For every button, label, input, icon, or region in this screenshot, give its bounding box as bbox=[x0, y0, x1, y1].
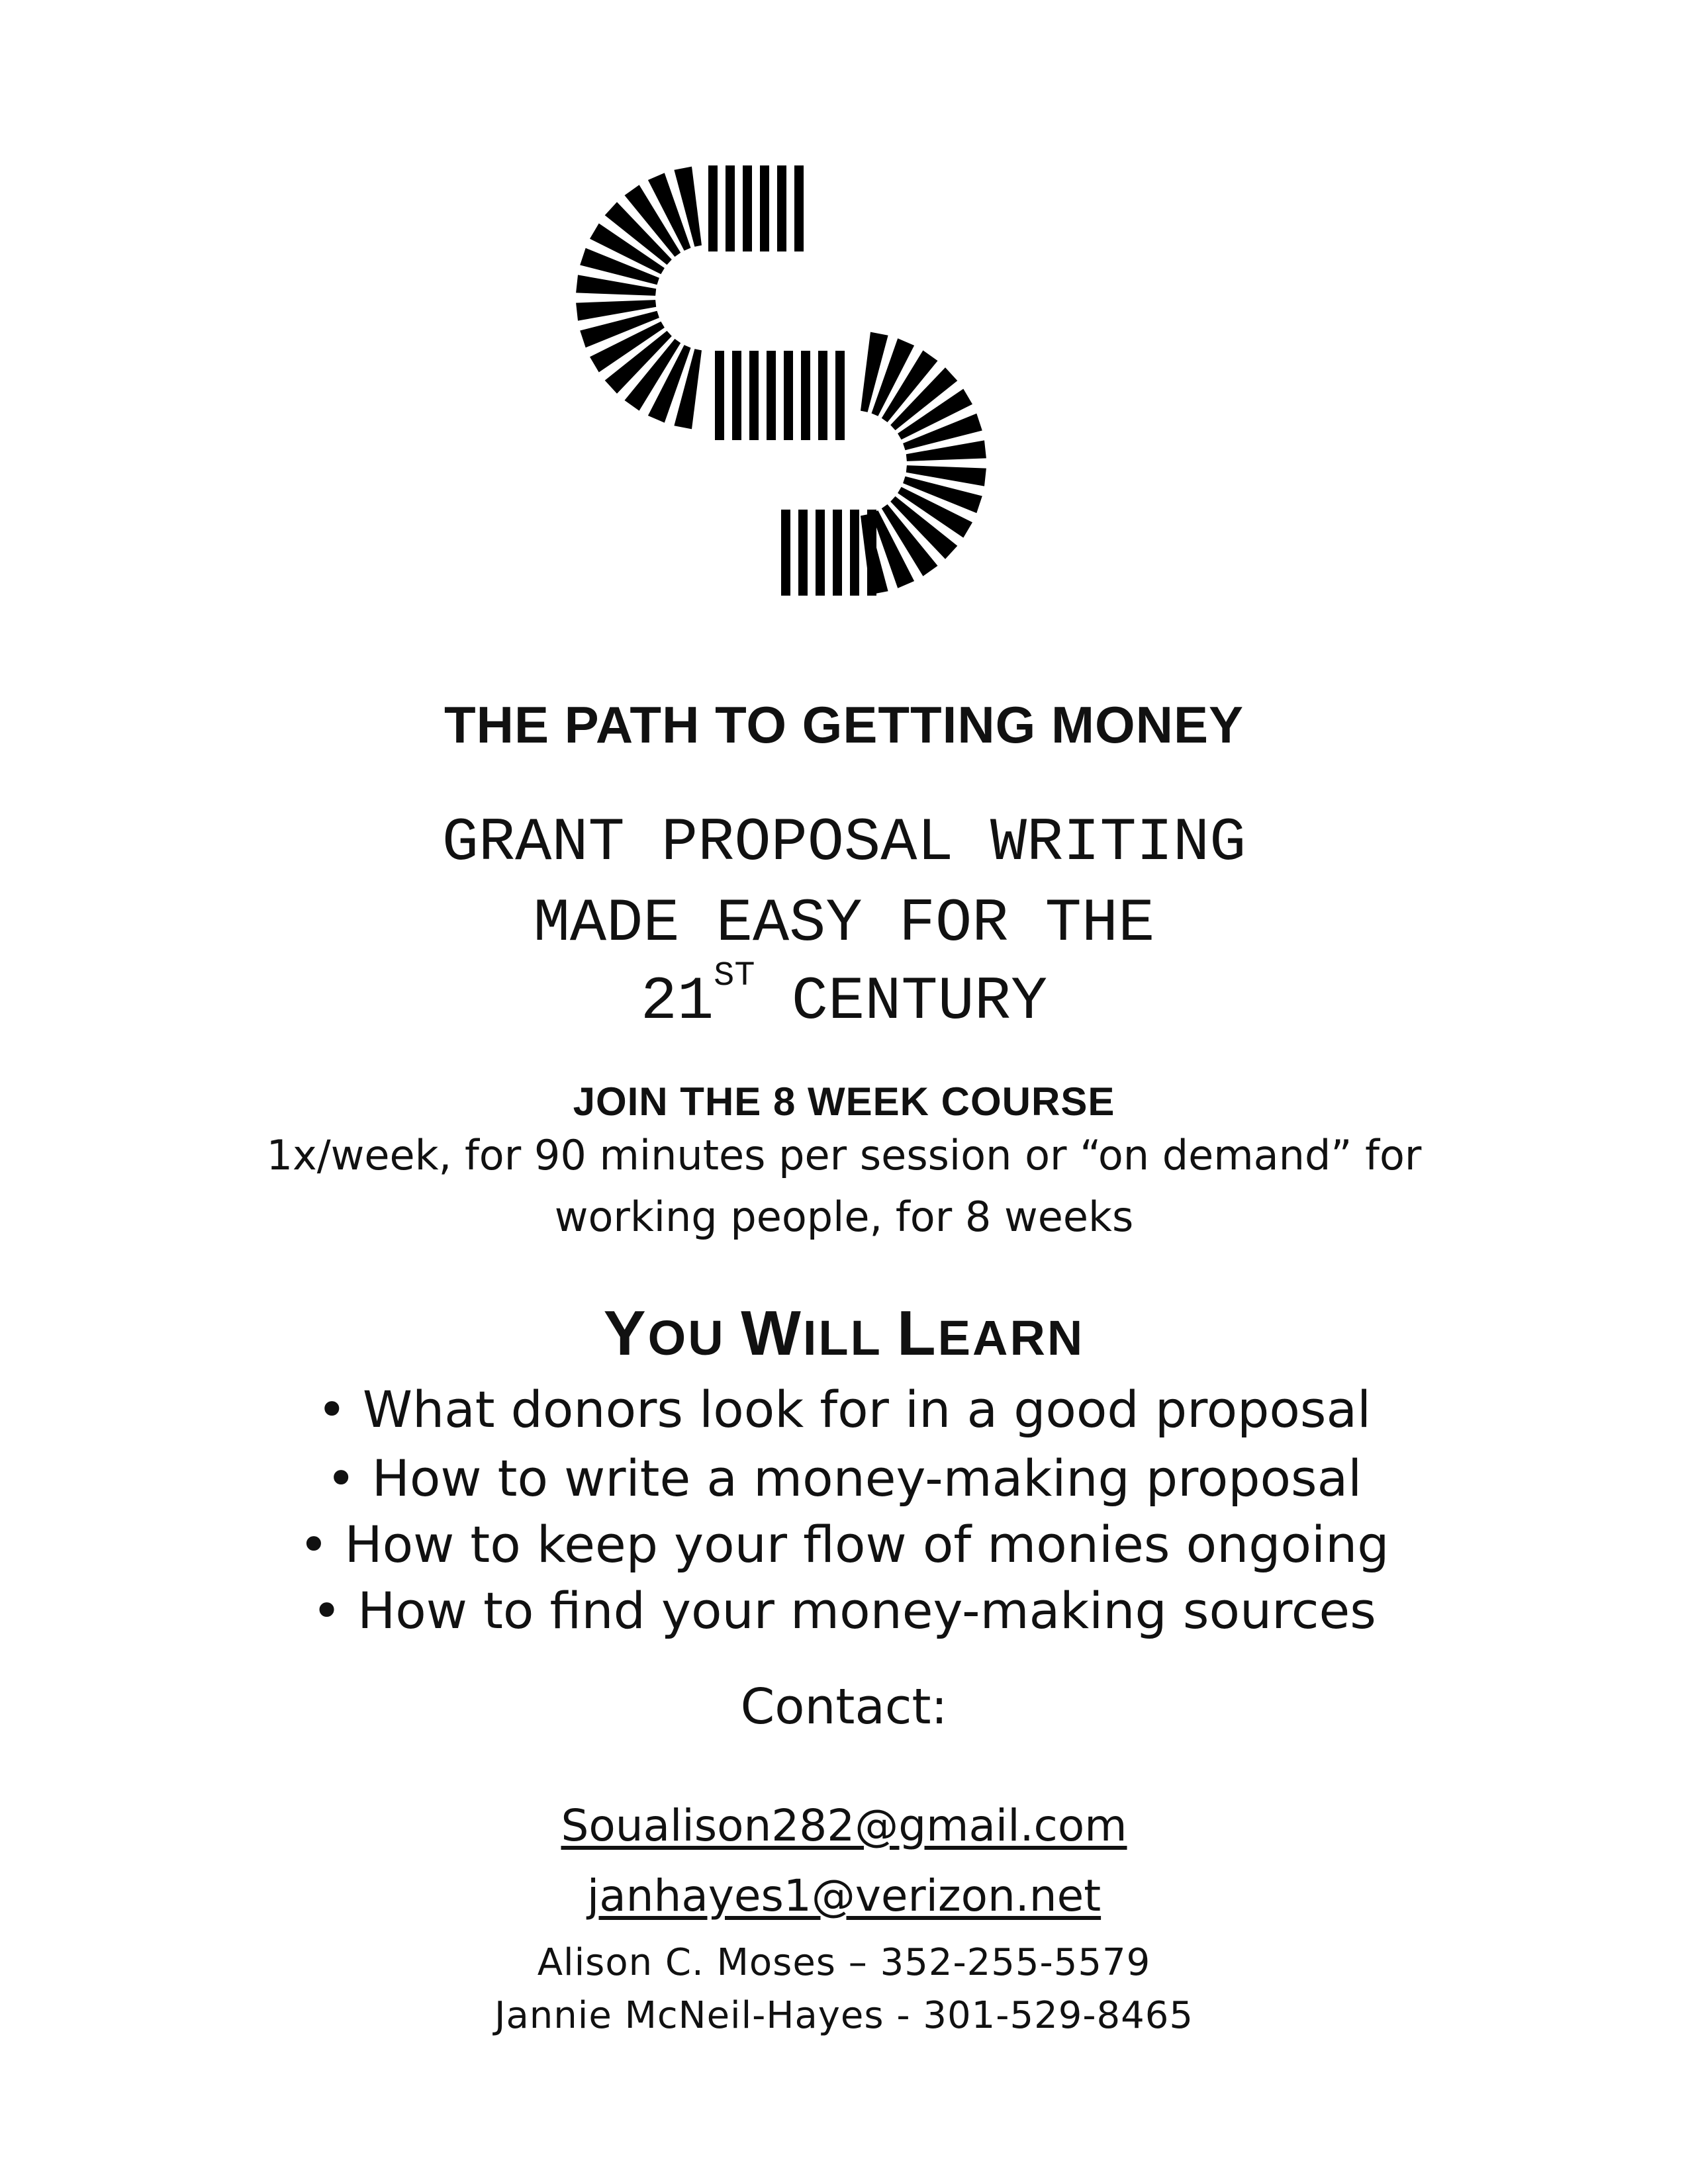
bullet-icon: • bbox=[299, 1515, 329, 1574]
heading-letter: W bbox=[741, 1298, 803, 1369]
email-link[interactable]: janhayes1@verizon.net bbox=[586, 1870, 1102, 1921]
heading-letter: L bbox=[897, 1298, 938, 1369]
logo-stripe bbox=[767, 351, 776, 440]
century-superscript: ST bbox=[714, 956, 755, 995]
learn-item-text: How to keep your flow of monies ongoing bbox=[344, 1515, 1389, 1574]
headline: THE PATH TO GETTING MONEY bbox=[444, 696, 1244, 754]
learn-list-item bbox=[0, 1449, 1688, 1508]
bullet-icon: • bbox=[312, 1581, 342, 1640]
course-title-line-3 bbox=[0, 956, 1688, 1036]
heading-letters: OU bbox=[647, 1310, 741, 1365]
logo-stripe bbox=[715, 351, 724, 440]
logo-stripe bbox=[749, 351, 759, 440]
schedule-line-2: working people, for 8 weeks bbox=[554, 1193, 1134, 1241]
schedule-line-1: 1x/week, for 90 minutes per session or “on demand” for bbox=[266, 1131, 1422, 1179]
heading-letters: EARN bbox=[937, 1310, 1085, 1365]
logo-stripe bbox=[850, 510, 859, 596]
learn-item-text: How to find your money-making sources bbox=[357, 1581, 1376, 1640]
learn-item-text: How to write a money-making proposal bbox=[371, 1449, 1362, 1508]
learn-list-item bbox=[0, 1581, 1688, 1640]
learn-item-text: What donors look for in a good proposal bbox=[362, 1380, 1372, 1439]
logo-stripe bbox=[801, 351, 810, 440]
century-number: 21 bbox=[640, 967, 714, 1036]
logo-stripe bbox=[835, 351, 845, 440]
logo-stripe bbox=[732, 351, 741, 440]
century-word: CENTURY bbox=[755, 967, 1048, 1036]
email-link[interactable]: Soualison282@gmail.com bbox=[561, 1800, 1127, 1851]
logo-stripe bbox=[794, 165, 804, 251]
contact-person: Alison C. Moses – 352-255-5579 bbox=[537, 1941, 1151, 1984]
logo-stripe bbox=[708, 165, 718, 251]
logo-stripe bbox=[784, 351, 793, 440]
logo-stripe bbox=[867, 510, 876, 596]
bullet-icon: • bbox=[326, 1449, 356, 1508]
logo-stripe bbox=[816, 510, 825, 596]
logo-stripe bbox=[818, 351, 827, 440]
heading-letter: Y bbox=[603, 1298, 648, 1369]
heading-letters: ILL bbox=[802, 1310, 898, 1365]
striped-s-logo-icon bbox=[563, 152, 1092, 655]
logo-stripe bbox=[833, 510, 842, 596]
learn-list-item bbox=[0, 1380, 1688, 1439]
course-title-line-2: MADE EASY FOR THE bbox=[533, 889, 1155, 958]
learn-list-item bbox=[0, 1515, 1688, 1574]
contact-label: Contact: bbox=[740, 1678, 948, 1735]
logo-stripe bbox=[743, 165, 752, 251]
bullet-icon: • bbox=[316, 1380, 347, 1439]
logo-stripe bbox=[781, 510, 790, 596]
course-title-line-1: GRANT PROPOSAL WRITING bbox=[442, 808, 1246, 878]
join-course-heading: JOIN THE 8 WEEK COURSE bbox=[573, 1079, 1115, 1124]
logo-stripe bbox=[798, 510, 808, 596]
you-will-learn-heading bbox=[0, 1297, 1688, 1370]
logo-stripe bbox=[760, 165, 769, 251]
logo-stripe bbox=[726, 165, 735, 251]
logo-stripe bbox=[777, 165, 786, 251]
contact-person: Jannie McNeil-Hayes - 301-529-8465 bbox=[494, 1994, 1194, 2037]
